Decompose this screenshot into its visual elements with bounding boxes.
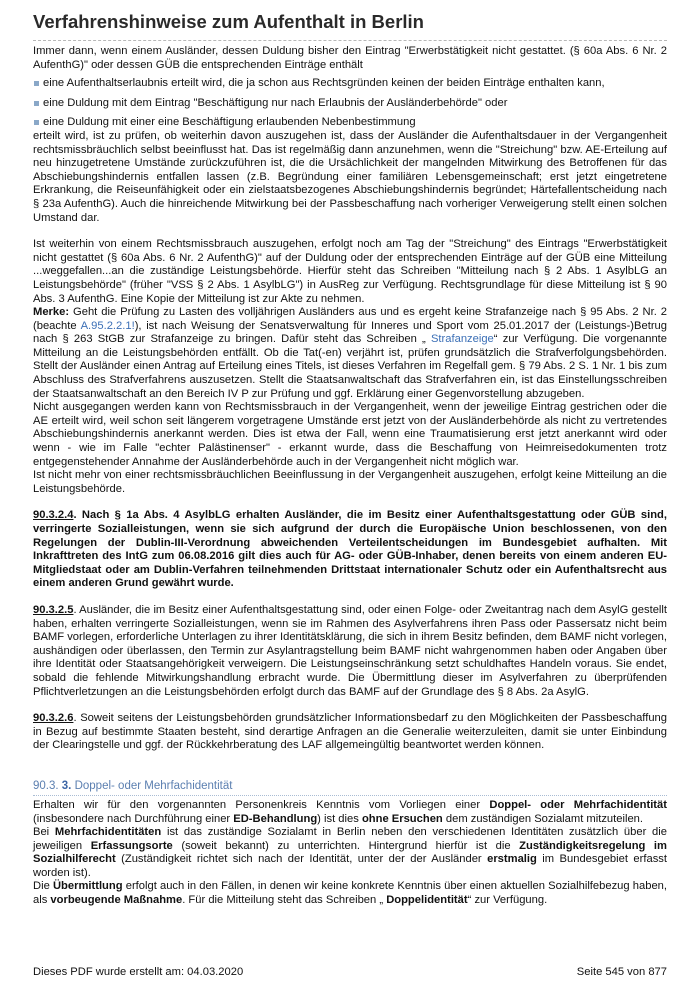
intro-paragraph: Immer dann, wenn einem Ausländer, dessen Duldung bisher den Eintrag "Erwerbstätigkeit nicht gestattet. (§ 60a Abs. 6 Nr. 2 AufenthG)" oder dessen GÜB die entsprechenden Einträge enthält: [33, 45, 667, 71]
strafanzeige-link[interactable]: Strafanzeige: [430, 333, 494, 346]
merke-paragraph: Merke: Geht die Prüfung zu Lasten des volljährigen Ausländers aus und es ergeht keine Strafanzeige nach § 95 Abs. 2 Nr. 2 (beachte A.95.2.2.1!), ist nach Weisung der Senatsverwaltung für Inneres und Sport vom 25.01.2017 der (Leistungs-)Betrug nach § 263 StGB zur Strafanzeige zu bringen. Dafür steht das Schreiben „ Strafanzeige“ zur Verfügung. Die vorgenannte Mitteilung an die Leistungsbehörden entfällt. Ob die Tat(-en) verjährt ist, prüfen grundsätzlich die Strafverfolgungsbehörden. Stellt der Ausländer einen Antrag auf Erteilung eines Titels, ist dieses Verfahren im Regelfall gem. § 79 Abs. 2 S. 1 Nr. 1 bis zum Abschluss des Strafverfahrens auszusetzen. Stellt die Staatsanwaltschaft das Strafverfahren ein, ist das Einstellungsschreiben der Staatsanwaltschaft an den Bereich IV P zur Prüfung und ggf. Erklärung einer Gegenvorstellung abzugeben.: [33, 306, 668, 400]
paragraph: Nicht ausgegangen werden kann von Rechtsmissbrauch in der Vergangenheit, wenn der jeweilige Eintrag gestrichen oder die AE erteilt wird, weil schon seit längerem vorgetragene Umstände erst jetzt von der Ausländerbehörde als nicht zu vertretendes Abschiebungshindernis anerkannt werden. Dies ist etwa der Fall, wenn eine Traumatisierung erst jetzt anerkannt wird oder wenn - wie im Falle "echter Palästinenser" - erkannt wurde, dass die Beschaffung von Heimreisedokumenten trotz entgegenstehender Annahme der Ausländerbehörde auch in der Vergangenheit nicht möglich war.: [33, 401, 667, 468]
list-item: eine Aufenthaltserlaubnis erteilt wird, die ja schon aus Rechtsgründen keinen der beiden Einträge enthalten kann,: [33, 77, 667, 91]
page-number: Seite 545 von 877: [576, 966, 667, 978]
section-divider: [33, 795, 667, 796]
paragraph: erteilt wird, ist zu prüfen, ob weiterhin davon auszugehen ist, dass der Ausländer die Aufenthaltsdauer in der Vergangenheit rechtsmissbräuchlich selbst beeinflusst hat. Das ist regelmäßig dann anzunehmen, wenn die "Streichung" bzw. AE-Erteilung auf neu hinzugetretene Umstände zurückzuführen ist, die die Ursächlichkeit der mangelnden Mitwirkung des Betroffenen für das Abschiebungshindernis entfallen lassen (z.B. Begründung einer familiären Lebensgemeinschaft; erst jetzt eingetretene Erkrankung, die Reiseunfähigkeit oder ein zielstaatsbezogenes Abschiebungshindernis begründet; Härtefallentscheidung nach § 23a AufenthG). Auch die hinreichende Mitwirkung bei der Passbeschaffung nach vorheriger Verweigerung stellt einen solchen Umstand dar.: [33, 129, 667, 224]
paragraph: Bei Mehrfachidentitäten ist das zuständige Sozialamt in Berlin neben den verschiedenen Identitäten zusätzlich über die jeweiligen Erfassungsorte (soweit bekannt) zu unterrichten. Hintergrund hierfür ist die Zuständigkeitsregelung im Sozialhilferecht (Zuständigkeit richtet sich nach der Identität, unter der der Ausländer erstmalig im Bundesgebiet erfasst worden ist).: [33, 826, 667, 879]
section-90-3-2-4: 90.3.2.4. Nach § 1a Abs. 4 AsylbLG erhalten Ausländer, die im Besitz einer Aufenthaltsgestattung oder GÜB sind, verringerte Sozialleistungen, wenn sie sich aufgrund der durch die Europäische Union beschlossenen, von den Regelungen der Dublin-III-Verordnung abweichenden Verteilentscheidungen im Bundesgebiet aufhalten. Mit Inkrafttreten des IntG zum 06.08.2016 gilt dies auch für AG- oder GÜB-Inhaber, denen bereits von einem anderen EU-Mitgliedstaat oder am Dublin-Verfahren teilnehmenden Drittstaat internationaler Schutz oder ein Aufenthaltsrecht aus einem anderen Grund gewährt wurde.: [33, 509, 667, 590]
section-number: 90.3.2.6: [33, 712, 74, 725]
paragraph: Die Übermittlung erfolgt auch in den Fällen, in denen wir keine konkrete Kenntnis über einen aktuellen Sozialhilfebezug haben, als vorbeugende Maßnahme. Für die Mitteilung steht das Schreiben „ Doppelidentität“ zur Verfügung.: [33, 880, 667, 907]
bullet-list: [33, 77, 667, 130]
section-number: 90.3.2.4: [33, 509, 74, 522]
paragraph: Erhalten wir für den vorgenannten Personenkreis Kenntnis vom Vorliegen einer Doppel- oder Mehrfachidentität (insbesondere nach Durchführung einer ED-Behandlung) ist dies ohne Ersuchen dem zuständigen Sozialamt mitzuteilen.: [33, 798, 667, 825]
page-title: Verfahrenshinweise zum Aufenthalt in Berlin: [33, 11, 424, 32]
bullet-icon: [34, 120, 39, 125]
created-date: Dieses PDF wurde erstellt am: 04.03.2020: [33, 966, 244, 978]
header-divider: [33, 40, 667, 41]
reference-link[interactable]: A.95.2.2.1!: [80, 319, 135, 332]
list-item: eine Duldung mit einer eine Beschäftigung erlaubenden Nebenbestimmung: [33, 116, 667, 130]
bullet-icon: [34, 101, 39, 106]
paragraph: Ist weiterhin von einem Rechtsmissbrauch auszugehen, erfolgt noch am Tag der "Streichung" des Eintrags "Erwerbstätigkeit nicht gestattet (§ 60a Abs. 6 Nr. 2 AufenthG)" auf der Duldung oder der entsprechenden Einträge auf der GÜB eine Mitteilung ...weggefallen...an die zuständige Leistungsbehörde. Hierfür steht das Schreiben "Mitteilung nach § 2 Abs. 1 AsylbLG an Leistungsbehörde" (früher "VSS § 2 Abs. 1 AsylbLG") in AusReg zur Verfügung. Rechtsgrundlage für diese Mitteilung ist § 90 Abs. 3 AufenthG. Eine Kopie der Mitteilung ist zur Akte zu nehmen.: [33, 238, 667, 305]
bullet-icon: [34, 81, 39, 86]
page-footer: [33, 966, 667, 978]
merke-label: Merke:: [33, 306, 70, 319]
section-number: 90.3.2.5: [33, 603, 74, 616]
section-90-3-2-5: 90.3.2.5. Ausländer, die im Besitz einer Aufenthaltsgestattung sind, oder einen Folge- oder Zweitantrag nach dem AsylG gestellt haben, erhalten verringerte Sozialleistungen, wenn sie im Rahmen des Asylverfahrens ihren Pass oder Passersatz nicht beim BAMF vorlegen, erforderliche Unterlagen zu ihrer Identitätsklärung, die sich in ihrem Besitz befinden, dem BAMF nicht vorlegen, aushändigen oder überlassen, den Termin zur Asylantragstellung beim BAMF nicht wahrgenommen haben oder Angaben über ihre Identität oder Staatsangehörigkeit verweigern. Die Leistungseinschränkung setzt schuldhaftes Handeln voraus. Sie endet, sobald die fehlende Mitwirkungshandlung erbracht wurde. Die Übermittlung dieser im Asylverfahren zu überprüfenden Pflichtverletzungen an die Leistungsbehörden erfolgt durch das BAMF auf der Grundlage des § 8 Abs. 2a AsylG.: [33, 603, 667, 698]
section-heading-90-3-3: 90.3. 3. Doppel- oder Mehrfachidentität: [33, 779, 233, 792]
page: [33, 0, 667, 908]
paragraph: Ist nicht mehr von einer rechtsmissbräuchlichen Beeinflussung in der Vergangenheit auszugehen, erfolgt keine Mitteilung an die Leistungsbehörde.: [33, 469, 667, 495]
section-90-3-2-6: 90.3.2.6. Soweit seitens der Leistungsbehörden grundsätzlicher Informationsbedarf zu den Möglichkeiten der Passbeschaffung in Bezug auf bestimmte Staaten besteht, sind derartige Anfragen an die Generalie weiterzuleiten, damit sie unter Einbindung der Clearingstelle und ggf. der Rückkehrberatung des LAF allgemeingültig beantwortet werden können.: [33, 712, 667, 752]
list-item: eine Duldung mit dem Eintrag "Beschäftigung nur nach Erlaubnis der Ausländerbehörde" oder: [33, 97, 667, 111]
